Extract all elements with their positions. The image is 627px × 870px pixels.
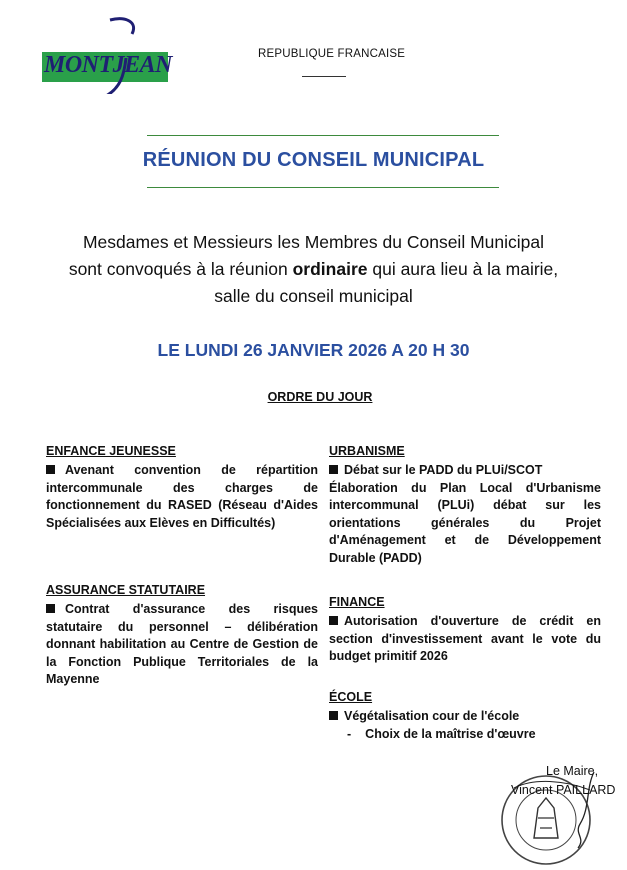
agenda-item: Contrat d'assurance des risques statutaire du personnel – délibération donnant habilitation au Centre de Gestion de la Fonction Publique Territoriales de la Mayenne — [46, 602, 318, 687]
agenda-item: Végétalisation cour de l'école — [329, 708, 601, 726]
montjean-logo — [40, 14, 172, 94]
bullet-square-icon — [329, 711, 338, 720]
section-heading: ÉCOLE — [329, 690, 373, 704]
meeting-date: LE LUNDI 26 JANVIER 2026 A 20 H 30 — [157, 340, 470, 360]
convocation-text — [30, 229, 597, 310]
intro-line-2 — [30, 256, 597, 283]
intro-line-2-end: qui aura lieu à la mairie, — [367, 259, 559, 279]
section-ecole — [329, 690, 601, 743]
dash-marker: - — [347, 726, 352, 741]
intro-line-2-start: sont convoqués à la réunion — [68, 259, 293, 279]
agenda-heading: ORDRE DU JOUR — [267, 390, 373, 404]
agenda-item-body: Élaboration du Plan Local d'Urbanisme intercommunal (PLUi) débat sur les orientations générales du Projet d'Aménagement et de Développement Durable (PADD) — [329, 480, 601, 565]
section-enfance-jeunesse — [46, 444, 318, 532]
intro-line-3: salle du conseil municipal — [214, 286, 413, 306]
section-heading: URBANISME — [329, 444, 405, 458]
republique-francaise: REPUBLIQUE FRANCAISE — [258, 48, 406, 60]
bullet-square-icon — [46, 604, 55, 613]
header-rule — [302, 76, 346, 77]
bullet-square-icon — [46, 465, 55, 474]
title-bottom-rule — [147, 187, 499, 188]
agenda-item-title: Débat sur le PADD du PLUi/SCOT — [329, 462, 601, 480]
section-assurance-statutaire — [46, 583, 318, 689]
bullet-square-icon — [329, 465, 338, 474]
bullet-square-icon — [329, 616, 338, 625]
agenda-item: Avenant convention de répartition intercommunale des charges de fonctionnement du RASED (Réseau d'Aides Spécialisées aux Elèves en Difficultés) — [46, 463, 318, 530]
page-title: RÉUNION DU CONSEIL MUNICIPAL — [142, 149, 485, 171]
title-top-rule — [147, 135, 499, 136]
section-finance — [329, 595, 601, 666]
signature-title: Le Maire, — [546, 764, 599, 778]
signature-name: Vincent PAILLARD — [511, 783, 616, 797]
agenda-sub-item: - Choix de la maîtrise d'œuvre — [347, 726, 536, 741]
section-urbanisme — [329, 444, 601, 568]
agenda-item: Autorisation d'ouverture de crédit en section d'investissement avant le vote du budget primitif 2026 — [329, 614, 601, 664]
intro-line-1: Mesdames et Messieurs les Membres du Conseil Municipal — [82, 232, 544, 252]
logo-text: MONTJEAN — [44, 52, 173, 78]
section-heading: FINANCE — [329, 595, 385, 609]
section-heading: ENFANCE JEUNESSE — [46, 444, 176, 458]
intro-meeting-type: ordinaire — [292, 259, 368, 279]
section-heading: ASSURANCE STATUTAIRE — [46, 583, 206, 597]
